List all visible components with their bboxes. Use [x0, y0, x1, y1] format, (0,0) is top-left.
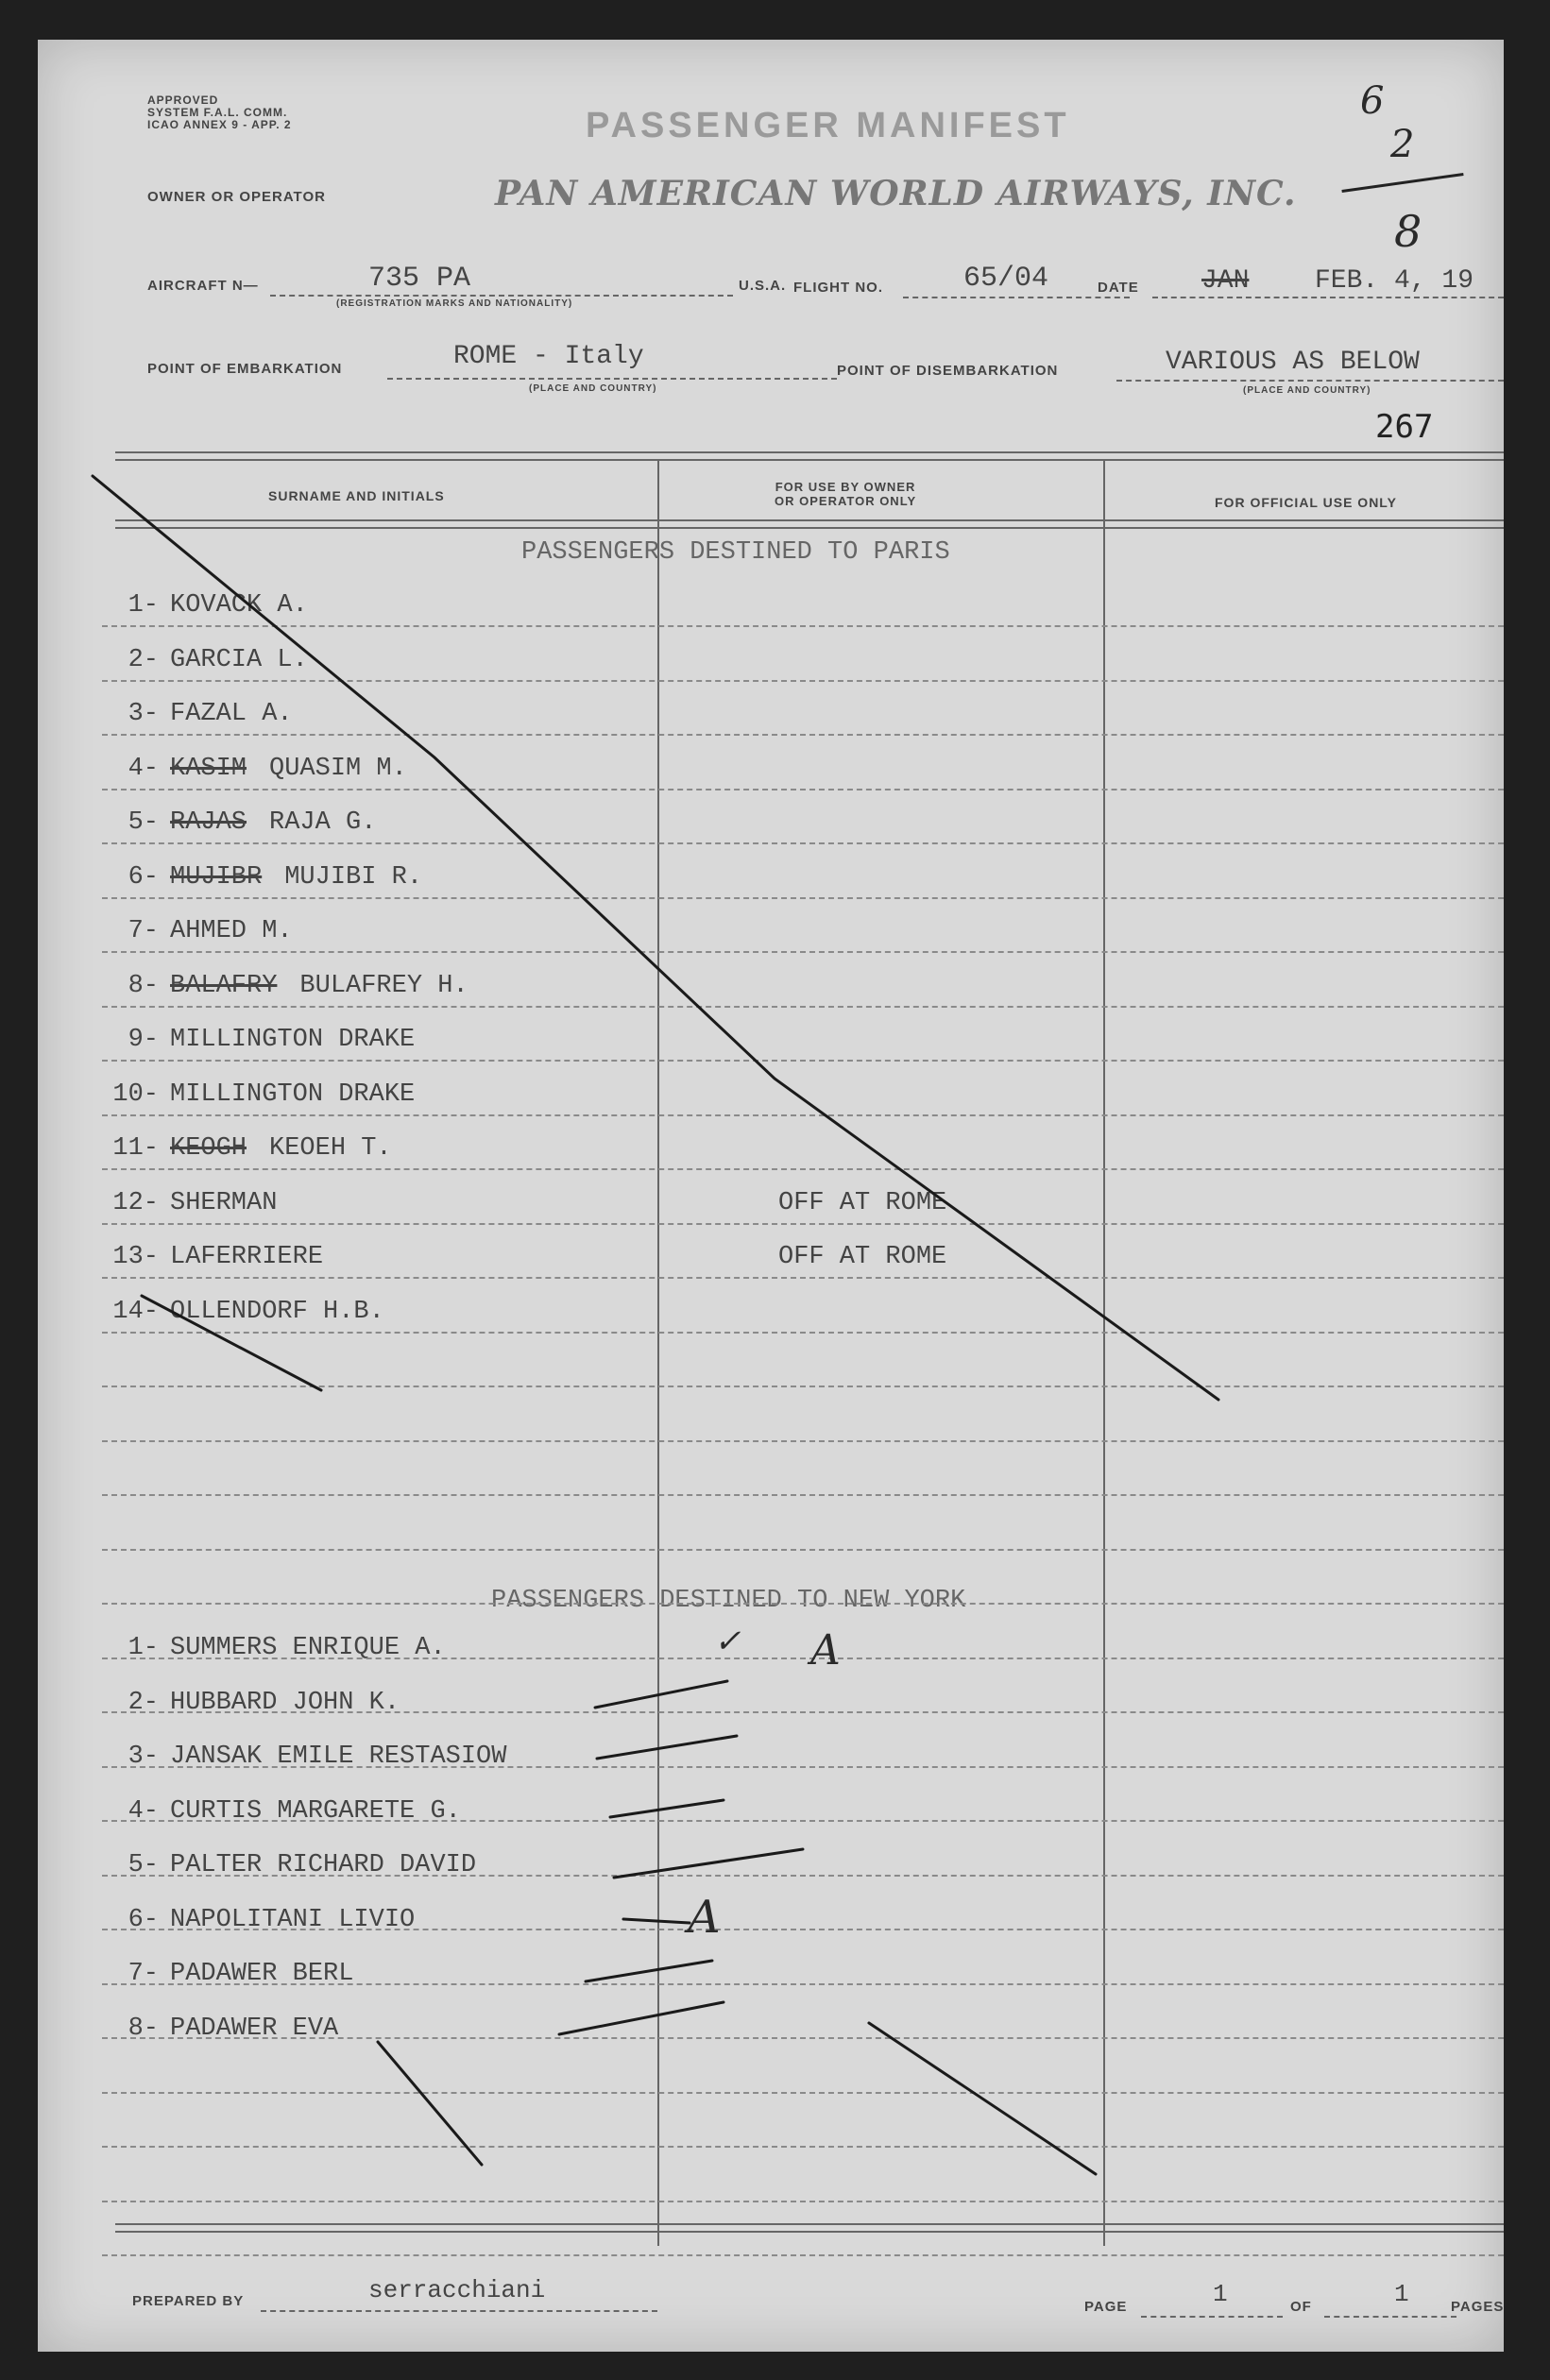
- annotation-a-row1: A: [810, 1626, 841, 1674]
- approval-line: APPROVED: [147, 94, 219, 107]
- date-value: FEB. 4, 19: [1315, 266, 1474, 296]
- flight-label: FLIGHT NO.: [793, 280, 883, 296]
- row-number: 4-: [128, 1796, 159, 1826]
- bottom-slash-right: [869, 2023, 1096, 2174]
- passenger-name: GARCIA L.: [170, 645, 308, 674]
- section-heading-newyork: PASSENGERS DESTINED TO NEW YORK: [491, 1587, 966, 1615]
- operator-note: OFF AT ROME: [778, 1243, 947, 1271]
- row-number: 9-: [128, 1026, 159, 1054]
- disembarkation-label: POINT OF DISEMBARKATION: [837, 363, 1059, 379]
- passenger-name: SHERMAN: [170, 1188, 278, 1217]
- operator-note: OFF AT ROME: [778, 1188, 947, 1217]
- disembarkation-value: VARIOUS AS BELOW: [1166, 348, 1420, 377]
- row-number: 8-: [128, 971, 159, 1000]
- owner-value: PAN AMERICAN WORLD AIRWAYS, INC.: [495, 174, 1297, 213]
- total-underline: [1324, 2316, 1456, 2318]
- passenger-name: OLLENDORF H.B.: [170, 1297, 384, 1326]
- passenger-name: JANSAK EMILE RESTASIOW: [170, 1742, 507, 1771]
- prepared-by-value: serracchiani: [368, 2276, 546, 2304]
- stamp-number: 267: [1375, 408, 1434, 446]
- passenger-name: PADAWER EVA: [170, 2014, 339, 2043]
- passenger-name: MILLINGTON DRAKE: [170, 1026, 416, 1054]
- handwritten-strokes: [38, 40, 1504, 2352]
- row-number: 8-: [128, 2014, 159, 2043]
- diagonal-cancel-stroke: [93, 476, 1218, 1400]
- dash-row8: [559, 2002, 724, 2034]
- passenger-name: CURTIS MARGARETE G.: [170, 1796, 461, 1826]
- dash-row5: [614, 1849, 803, 1878]
- passenger-name: SUMMERS ENRIQUE A.: [170, 1634, 446, 1662]
- page-underline: [1141, 2316, 1283, 2318]
- checkmark-note: ✓: [714, 1623, 741, 1660]
- passenger-name: KEOEH T.: [269, 1134, 392, 1163]
- row-number: 12-: [112, 1188, 159, 1217]
- row-number: 10-: [112, 1080, 159, 1109]
- passenger-name: MUJIBI R.: [284, 862, 423, 892]
- passenger-name: MILLINGTON DRAKE: [170, 1080, 416, 1109]
- passenger-name: NAPOLITANI LIVIO: [170, 1905, 416, 1934]
- flight-value: 65/04: [963, 263, 1049, 295]
- dash-row4: [610, 1800, 724, 1817]
- page-total: 1: [1394, 2280, 1409, 2308]
- row14-slash: [142, 1296, 321, 1390]
- nationality: U.S.A.: [739, 278, 787, 294]
- approval-line: SYSTEM F.A.L. COMM.: [147, 106, 288, 119]
- row-number: 5-: [128, 808, 159, 837]
- pages-label: PAGES: [1451, 2299, 1505, 2315]
- row-number: 6-: [128, 1905, 159, 1934]
- date-label: DATE: [1098, 280, 1139, 296]
- passenger-name: KOVACK A.: [170, 591, 308, 620]
- corner-note-middle: 2: [1390, 123, 1415, 166]
- passenger-name: BULAFREY H.: [299, 971, 468, 1000]
- column-header-official: FOR OFFICIAL USE ONLY: [1215, 495, 1397, 510]
- aircraft-label: AIRCRAFT N—: [147, 278, 259, 294]
- passenger-name: LAFERRIERE: [170, 1243, 324, 1271]
- row-number: 3-: [128, 1742, 159, 1771]
- row-number: 2-: [128, 1688, 159, 1717]
- embarkation-caption: (PLACE AND COUNTRY): [529, 383, 657, 394]
- row-number: 7-: [128, 1960, 159, 1988]
- passenger-name: FAZAL A.: [170, 700, 293, 728]
- manifest-page: [38, 40, 1504, 2352]
- row-number: 6-: [128, 862, 159, 892]
- annotation-a-row6: A: [688, 1891, 721, 1944]
- row-number: 1-: [128, 591, 159, 620]
- dash-row2: [595, 1681, 727, 1708]
- passenger-name: PALTER RICHARD DAVID: [170, 1851, 477, 1879]
- row-number: 1-: [128, 1634, 159, 1662]
- row-number: 13-: [112, 1243, 159, 1271]
- bottom-slash-left: [378, 2042, 482, 2165]
- column-header-owner-line: FOR USE BY OWNER: [775, 480, 916, 494]
- row-number: 14-: [112, 1297, 159, 1326]
- prepared-by-label: PREPARED BY: [132, 2293, 245, 2309]
- embarkation-label: POINT OF EMBARKATION: [147, 361, 343, 377]
- dash-row6: [623, 1919, 690, 1923]
- embarkation-value: ROME - Italy: [453, 342, 644, 371]
- passenger-name: QUASIM M.: [269, 754, 407, 783]
- row-number: 3-: [128, 700, 159, 728]
- struck-name: KASIM: [170, 754, 247, 783]
- passenger-name: AHMED M.: [170, 917, 293, 945]
- passenger-name: RAJA G.: [269, 808, 377, 837]
- disembarkation-caption: (PLACE AND COUNTRY): [1243, 385, 1371, 396]
- section-heading-paris: PASSENGERS DESTINED TO PARIS: [521, 538, 950, 567]
- dash-row7: [586, 1961, 712, 1981]
- page-number: 1: [1213, 2280, 1228, 2308]
- corner-note-bottom: 8: [1394, 206, 1422, 257]
- date-struck-value: JAN: [1201, 266, 1250, 296]
- column-header-owner-line: OR OPERATOR ONLY: [775, 494, 917, 508]
- prepared-by-underline: [261, 2310, 657, 2312]
- struck-name: KEOGH: [170, 1134, 247, 1163]
- passenger-name: PADAWER BERL: [170, 1960, 354, 1988]
- struck-name: RAJAS: [170, 808, 247, 837]
- row-number: 4-: [128, 754, 159, 783]
- column-header-surname: SURNAME AND INITIALS: [268, 488, 445, 503]
- row-number: 5-: [128, 1851, 159, 1879]
- of-label: OF: [1290, 2299, 1312, 2315]
- struck-name: MUJIBR: [170, 862, 263, 892]
- table-bottom-rule: [115, 2223, 1504, 2233]
- aircraft-value: 735 PA: [368, 263, 471, 295]
- dash-row3: [597, 1736, 737, 1759]
- row-number: 11-: [112, 1134, 159, 1163]
- page-label: PAGE: [1084, 2299, 1128, 2315]
- row-number: 7-: [128, 917, 159, 945]
- approval-line: ICAO ANNEX 9 - APP. 2: [147, 118, 292, 131]
- passenger-name: HUBBARD JOHN K.: [170, 1688, 400, 1717]
- row-number: 2-: [128, 645, 159, 674]
- corner-note-top: 6: [1360, 79, 1385, 123]
- document-title: PASSENGER MANIFEST: [586, 106, 1070, 145]
- registration-caption: (REGISTRATION MARKS AND NATIONALITY): [336, 298, 573, 309]
- owner-label: OWNER OR OPERATOR: [147, 189, 326, 205]
- struck-name: BALAFRY: [170, 971, 278, 1000]
